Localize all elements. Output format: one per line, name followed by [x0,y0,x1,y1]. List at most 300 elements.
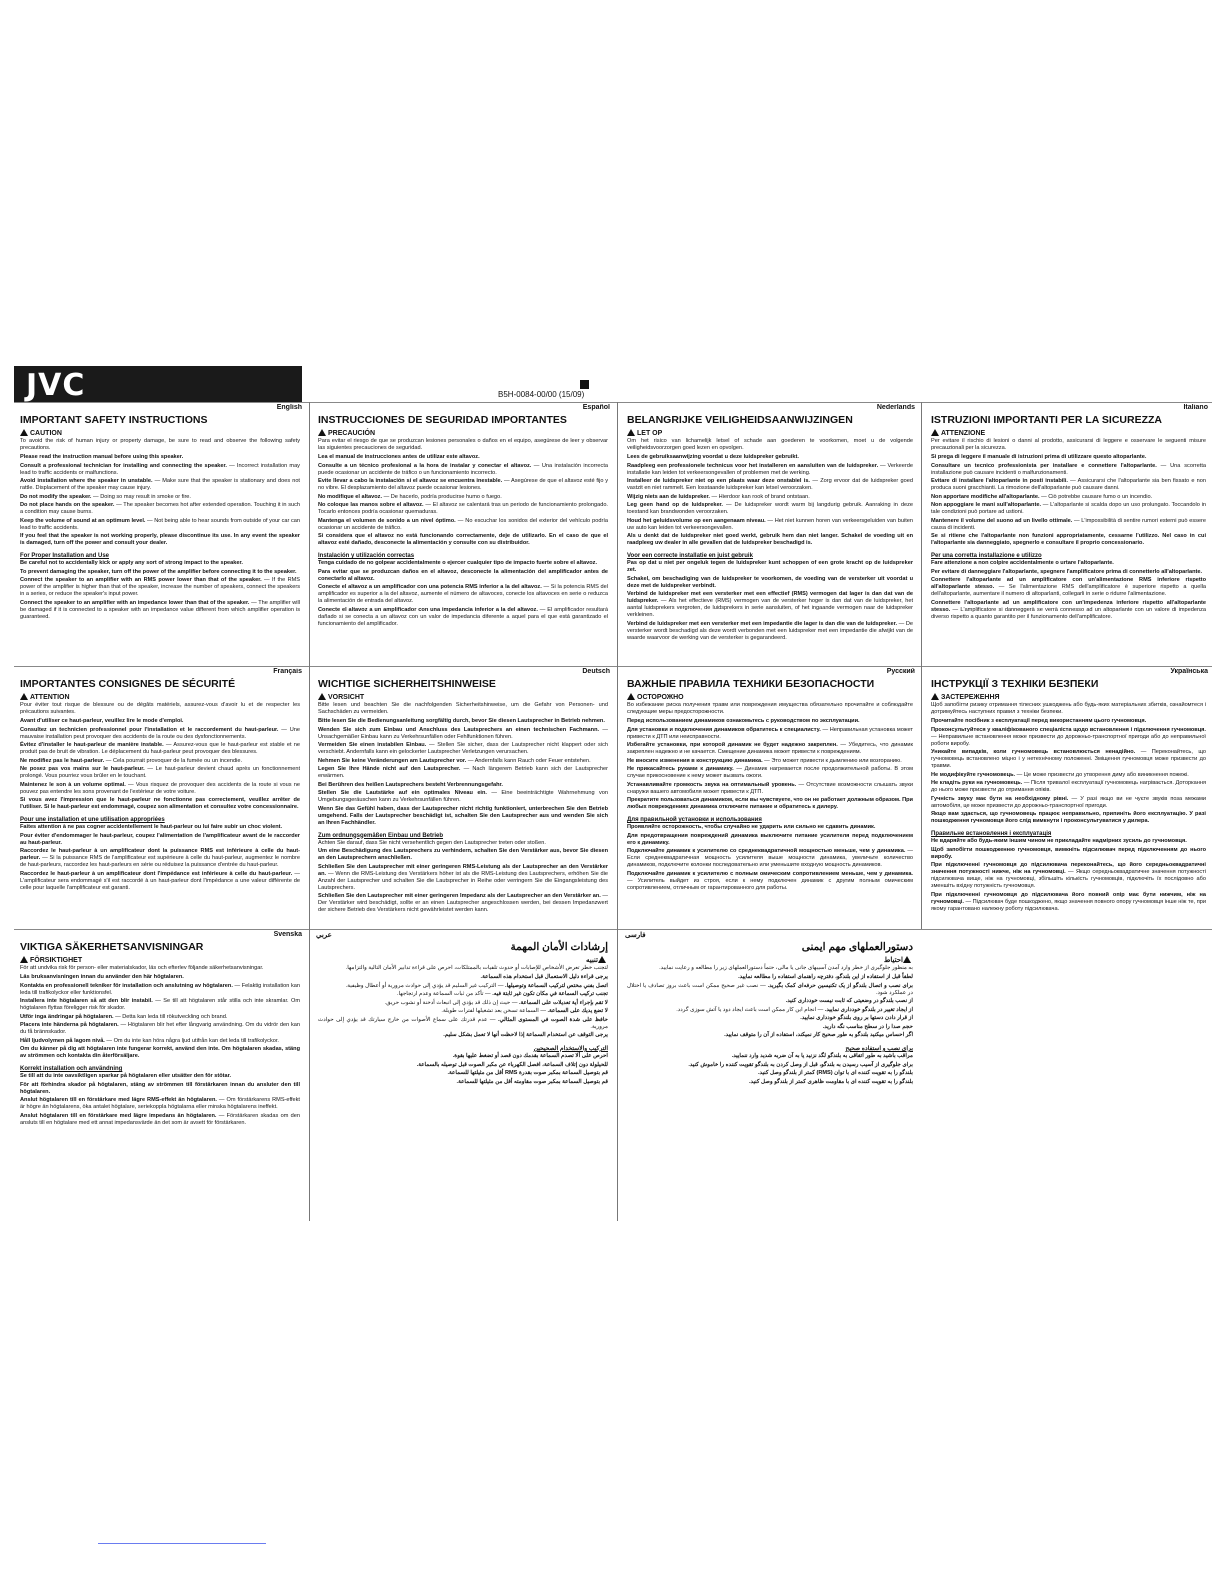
instruction-item [627,1079,913,1086]
instruction-detail: — Nach längerem Betrieb kann sich der Lautsprecher erwärmen. [318,766,608,779]
instruction-detail: — L'altoparlante si scalda dopo un uso prolungato. Toccandolo in tale condizioni può portare ad ustioni. [931,502,1207,515]
section-title: ISTRUZIONI IMPORTANTI PER LA SICUREZZA [931,414,1162,426]
instruction-bold: للحيلولة دون إتلاف السماعة، افصل الكهرباء عن مكبر الصوت قبل توصيله بالسماعة. [416,1061,608,1068]
warning-triangle-icon [903,956,911,963]
instruction-bold: Connect the speaker to an amplifier with an RMS power lower than that of the speaker. [20,577,262,583]
language-label: Français [273,668,302,675]
subsection-heading: Instalación y utilización correctas [318,553,415,559]
instruction-item [20,766,300,780]
section-title: ІНСТРУКЦІЇ З ТЕХНІКИ БЕЗПЕКИ [931,678,1099,690]
instruction-bold: قم بتوصيل السماعة بمكبر صوت مقاومته أقل من مثيلتها للسماعة. [456,1078,608,1085]
instruction-bold: Avant d'utiliser ce haut-parleur, veuillez lire le mode d'emploi. [20,718,184,724]
instruction-item [20,600,300,621]
instruction-item [931,463,1206,477]
instruction-bold: Pour éviter d'endommager le haut-parleur, coupez l'alimentation de l'amplificateur avant de le raccorder au haut-parleur. [20,832,300,846]
instruction-bold: Pas op dat u niet per ongeluk tegen de luidspreker kunt schoppen of een grote kracht op de luidspreker zet. [627,560,913,573]
instruction-bold: Raccordez le haut-parleur à un amplificateur dont la puissance RMS est inférieure à celle du haut-parleur. [20,848,300,861]
instruction-detail: — Assicurarsi che l'altoparlante sia ben fissato e non produca suoni gracchianti. La rimozione dell'altoparlante può causare danni. [931,478,1206,491]
caution-heading [627,956,913,964]
instruction-item [931,727,1206,748]
instruction-item [627,848,913,869]
intro-text: Para evitar el riesgo de que se produzcan lesiones personales o daños en el equipo, asegúrese de leer y observar las siguientes precauciones de seguridad. [318,438,608,451]
instruction-bold: Прочитайте посібник з експлуатації перед використанням цього гучномовця. [931,718,1147,724]
manual-sheet [14,366,1212,1221]
instruction-bold: Consulte a un técnico profesional a la hora de instalar y conectar el altavoz. [318,462,532,469]
instruction-detail: — The amplifier will be damaged if it is connected to a speaker with an impedance value different from which amplifier operation is guaranteed. [20,599,300,620]
instruction-detail: — L'impossibilità di sentire rumori esterni può essere causa di incidenti. [931,517,1207,531]
instruction-item [20,782,300,796]
panel-5 [312,668,614,929]
divider-row1 [14,666,1212,667]
instruction-detail: — Make sure that the speaker is stationary and does not rattle. Displacement of the speaker may cause injury. [20,478,300,491]
instruction-bold: Be careful not to accidentally kick or apply any sort of strong impact to the speaker. [20,560,243,566]
instruction-item [318,454,608,461]
instruction-bold: قم بتوصيل السماعة بمكبر صوت بقدرة RMS أقل من مثيلتها للسماعة. [447,1070,608,1076]
instruction-bold: Не кладіть руки на гучномовець. [931,780,1023,786]
instruction-item [627,1053,913,1060]
instruction-detail: — Если среднеквадратичная мощность усилителя выше мощности динамика, увеличьте количество динамиков, подключите колонки последовательно или уменьшите входную мощность динамиков. [627,848,913,868]
caution-label: ЗАСТЕРЕЖЕННЯ [941,694,1000,701]
instruction-bold: Гучність звуку має бути на необхідному рівні. [931,795,1069,802]
instruction-bold: Schließen Sie den Lautsprecher mit einer geringeren Impedanz als der Lautsprecher an den Verstärker an. [318,893,601,899]
caution-heading [20,693,300,701]
instruction-bold: Leg geen hand op de luidspreker. [627,502,723,508]
instruction-item [318,607,608,628]
instruction-detail: — تأكد من ثبات السماعة وعدم ارتجاجها. [397,991,493,997]
subsection-heading: For Proper Installation and Use [20,553,110,559]
intro-text: Bitte lesen und beachten Sie die nachfolgenden Sicherheitshinweise, um die Gefahr von Personen- und Sachschäden zu vermeiden. [318,702,608,715]
language-label: Español [582,404,610,411]
instruction-bold: Lees de gebruiksaanwijzing voordat u deze luidspreker gebruikt. [627,454,799,460]
instruction-bold: Håll ljudvolymen på lagom nivå. [20,1037,105,1044]
instruction-bold: No modifique el altavoz. [318,493,383,500]
instruction-detail: — Se till att högtalaren står stilla och inte skramlar. Om högtalaren flyttas föreligger risk för skador. [20,998,300,1011]
instruction-bold: Anslut högtalaren till en förstärkare med lägre impedans än högtalaren. [20,1112,217,1119]
instruction-bold: No coloque las manos sobre el altavoz. [318,502,424,508]
instruction-item [20,1038,300,1045]
intro-text: Per evitare il rischio di lesioni o danni al prodotto, assicurarsi di leggere e osservare le seguenti misure precauzionali per la sicurezza. [931,438,1206,451]
intro-text: Pour éviter tout risque de blessure ou de dégâts matériels, assurez-vous d'avoir lu et de respecter les précautions suivantes. [20,702,300,715]
instruction-item [318,1000,608,1007]
intro-text: Щоб запобігти ризику отримання тілесних ушкоджень або будь-яких матеріальних збитків, ознайомтеся і дотримуйтесь наступних правил з техніки безпеки. [931,702,1206,715]
instruction-detail: — Asegúrese de que el altavoz esté fijo y no vibre. El desplazamiento del altavoz puede ocasionar lesiones. [318,478,609,491]
caution-heading [931,693,1206,701]
warning-triangle-icon [318,429,326,436]
subsection-heading: Для правильной установки и использования [627,817,762,823]
instruction-item [931,502,1206,516]
instruction-bold: Устанавливайте громкость звука на оптимальный уровень. [627,781,797,788]
instruction-bold: Lea el manual de instrucciones antes de utilizar este altavoz. [318,454,480,460]
subsection-heading: Per una corretta installazione e utilizzo [931,553,1042,559]
instruction-bold: Maintenez le son à un volume optimal. [20,781,126,788]
instruction-bold: Wijzig niets aan de luidspreker. [627,493,710,500]
instruction-item [318,560,608,567]
instruction-item [318,463,608,477]
instruction-detail: — Incorrect installation may lead to traffic accidents or malfunctions. [20,462,300,476]
instruction-item [931,560,1206,567]
instruction-item [20,533,300,547]
instruction-detail: — Динамик нагревается после продолжительной работы. В этом случае прикосновение к нему может вызвать ожоги. [627,766,913,779]
caution-heading [318,693,608,701]
caution-heading [318,956,608,964]
instruction-item [318,864,608,892]
section-title: IMPORTANTES CONSIGNES DE SÉCURITÉ [20,678,236,690]
instruction-item [20,1082,300,1096]
logo-bar [14,366,302,402]
instruction-item [627,478,913,492]
instruction-bold: Проявляйте осторожность, чтобы случайно не ударить или сильно не сдавить динамик. [627,824,876,830]
instruction-item [20,833,300,847]
warning-triangle-icon [931,693,939,700]
instruction-item [20,1046,300,1060]
instruction-item [627,1070,913,1077]
jvc-logo: JVC [26,368,86,403]
caution-label: احتیاط [883,957,903,964]
instruction-detail: — Detta kan leda till rökutveckling och brand. [113,1013,228,1020]
instruction-bold: از نصب بلندگو در وضعیتی که ثابت نیست خودداری کنید. [785,998,913,1004]
instruction-item [931,494,1206,501]
instruction-bold: Se si ritiene che l'altoparlante non funzioni appropriatamente, cessarne l'utilizzo. Nel caso in cui l'altoparlante sia danneggiato, spegnerlo e consultare il proprio concessionario. [931,533,1206,546]
instruction-item [20,758,300,765]
instruction-bold: Schließen Sie den Lautsprecher mit einer geringeren RMS-Leistung als der Lautsprecher an den Verstärker an. [318,863,608,877]
instruction-detail: — De luidspreker wordt warm bij langdurig gebruik. Aanraking in deze toestand kan brandwonden veroorzaken. [627,502,913,515]
intro-text: Во избежание риска получения травм или повреждения имущества обязательно прочитайте и соблюдайте следующие меры предосторожности. [627,702,913,715]
instruction-bold: مراقب باشید به طور اتفاقی به بلندگو لگد نزنید یا به آن ضربه شدید وارد ننمایید. [731,1053,913,1059]
divider-row2 [14,929,1212,930]
instruction-bold: Als u denkt dat de luidspreker niet goed werkt, gebruik hem dan niet langer. Schakel de voeding uit en raadpleeg uw dealer in alle gevallen dat de luidspreker beschadigd is. [627,533,913,546]
language-label: فارسی [625,932,646,939]
section-title: ВАЖНЫЕ ПРАВИЛА ТЕХНИКИ БЕЗОПАСНОСТИ [627,678,875,690]
caution-heading [20,956,300,964]
instruction-detail: — نصب غیر صحیح ممکن است باعث بروز تصادف یا اختلال در عملکرد شود. [627,982,913,996]
instruction-bold: Wenn Sie das Gefühl haben, dass der Lautsprecher nicht richtig funktioniert, unterbrechen Sie den Betrieb umgehend. Falls der Lautsprecher beschädigt ist, schalten Sie den Lautsprecher aus und wenden Sie sich an Ihren Fachhändler. [318,805,608,826]
instruction-item [318,1053,608,1060]
warning-triangle-icon [20,956,28,963]
instruction-bold: Consult a professional technician for installing and connecting the speaker. [20,462,227,469]
instruction-detail: — Zorg ervoor dat de luidspreker goed vastzit en niet rammelt. Een losstaande luidspreker kan letsel veroorzaken. [627,478,913,491]
instruction-bold: Om du känner på dig att högtalaren inte fungerar korrekt, använd den inte. Om högtalaren skadas, stäng av strömmen och kontakta din återförsäljare. [20,1046,300,1059]
instruction-item [318,478,608,492]
warning-triangle-icon [627,429,635,436]
instruction-item [318,983,608,990]
instruction-bold: Проконсультуйтеся у кваліфікованого спеціаліста щодо встановлення і підключення гучномовця. [931,726,1206,733]
instruction-bold: Bitte lesen Sie die Bedienungsanleitung sorgfältig durch, bevor Sie diesen Lautsprecher in Betrieb nehmen. [318,718,605,724]
instruction-item [931,533,1206,547]
instruction-bold: Якщо вам здається, що гучномовець працює неправильно, припиніть його експлуатацію. У разі пошкодження гучномовця його слід вимкнути і проконсультуватися у дилера. [931,811,1206,824]
instruction-bold: اگر احساس میکنید بلندگو به طور صحیح کار نمیکند، استفاده از آن را متوقف نمایید. [724,1032,913,1038]
instruction-detail: — Förstärkaren skadas om den ansluts till en högtalare med ett annat impedansvärde än det som är avsett för förstärkaren. [20,1112,300,1126]
instruction-detail: — Doing so may result in smoke or fire. [91,493,191,500]
instruction-item [627,591,913,619]
instruction-bold: Si prega di leggere il manuale di istruzioni prima di utilizzare questo altoparlante. [931,454,1147,460]
section-title: IMPORTANT SAFETY INSTRUCTIONS [20,414,208,426]
warning-triangle-icon [931,429,939,436]
warning-triangle-icon [627,693,635,700]
instruction-item [627,1007,913,1014]
instruction-item [318,991,608,998]
instruction-detail: — No escuchar los sonidos del exterior del vehículo podría ocasionar un accidente de tráfico. [318,517,608,531]
instruction-detail: — Неправильне встановлення може призвести до дорожньо-транспортної пригоди або до неправильної роботи виробу. [931,733,1206,747]
instruction-item [931,847,1206,861]
instruction-detail: — Una instalación incorrecta puede ocasionar un accidente de tráfico o un funcionamiento incorrecto. [318,462,608,476]
instruction-detail: — If the RMS power of the amplifier is higher than that of the speaker, increase the number of speakers, connect the speakers in a series, or reduce the speaker's input power. [20,577,301,597]
instruction-bold: بلندگو را به تقویت کننده ای با توان (RMS) کمتر از بلندگو وصل کنید. [757,1070,913,1076]
instruction-bold: برای جلوگیری از آسیب رسیدن به بلندگو، قبل از وصل کردن به بلندگو تقویت کننده را خاموش کنید. [688,1061,913,1068]
instruction-item [931,577,1206,598]
instruction-detail: — Der Verstärker wird beschädigt, sollte er an einen Lautsprecher angeschlossen werden, bei dessen Impedanzwert der sichere Betrieb des Verstärkers nicht gewährleistet werden kann. [318,893,608,913]
instruction-bold: To prevent damaging the speaker, turn off the power of the amplifier before connecting it to the speaker. [20,568,297,575]
instruction-bold: تجنب تركيب السماعة في مكان تكون غير ثابتة فيه. [492,991,608,997]
instruction-bold: Verbind de luidspreker met een versterker met een impedantie die lager is dan die van de luidspreker. [627,620,898,627]
instruction-bold: Avoid installation where the speaker in unstable. [20,478,153,484]
page-footer-line [98,1543,266,1544]
instruction-item [318,1032,608,1039]
instruction-item [627,1024,913,1031]
section-title: دستورالعملهای مهم ایمنی [801,941,913,953]
section-title: BELANGRIJKE VEILIGHEIDSAANWIJZINGEN [627,414,853,426]
instruction-item [318,806,608,827]
instruction-detail: — Якщо середньоквадратичне значення потужності підсилювача вище, ніж на гучномовці, збільшіть кількість гучномовців, підключіть їх послідовно або зменшіть вхідну потужність гучномовця. [931,869,1206,889]
instruction-bold: از ایجاد تغییر در بلندگو خودداری نمایید. [824,1006,913,1013]
panel-6 [621,668,919,929]
instruction-item [20,518,300,532]
warning-triangle-icon [318,693,326,700]
instruction-item [318,518,608,532]
instruction-bold: Do not modify the speaker. [20,493,92,500]
registration-mark [580,380,589,389]
instruction-item [20,463,300,477]
caution-heading [627,429,913,437]
instruction-item [318,893,608,914]
instruction-detail: — Отсутствие возможности слышать звуки снаружи вашего автомобиля может привести к ДТП. [627,781,913,795]
instruction-item [627,621,913,642]
instruction-item [627,718,913,725]
instruction-bold: Подключайте динамик к усилителю со среднеквадратичной мощностью меньше, чем у динамика. [627,848,906,854]
instruction-bold: Raadpleeg een professionele technicus voor het installeren en aansluiten van de luidspreker. [627,462,879,469]
instruction-item [20,494,300,501]
instruction-item [627,576,913,590]
instruction-bold: Um eine Beschädigung des Lautsprechers zu verhindern, schalten Sie den Verstärker aus, bevor Sie diesen an den Lautsprechern anschließen. [318,848,608,861]
divider-col3 [921,402,922,929]
divider-col2 [617,402,618,1221]
instruction-bold: Не прикасайтесь руками к динамику. [627,766,734,772]
instruction-item [627,494,913,501]
instruction-detail: — Hierdoor kan rook of brand ontstaan. [709,493,810,500]
instruction-detail: — The speaker becomes hot after extended operation. Touching it in such a condition may cause burns. [20,502,301,515]
instruction-bold: Consultare un tecnico professionista per installare e connettere l'altoparlante. [931,462,1157,469]
instruction-item [931,478,1206,492]
instruction-detail: — Als het effectieve (RMS) vermogen van de versterker hoger is dan dat van de luidspreker, het aantal luidsprekers vergroten, de luidsprekers in serie aansluiten, of het ingaande vermogen naar de luidspreker verkleinen. [627,598,913,618]
instruction-bold: Перед использованием динамиков ознакомьтесь с руководством по эксплуатации. [627,718,860,724]
instruction-bold: Do not place hands on the speaker. [20,502,115,508]
intro-text: För att undvika risk för person- eller materialskador, läs och efterlev följande säkerhetsanvisningar. [20,965,264,971]
instruction-bold: لا تضع يديك على السماعة. [547,1008,608,1014]
instruction-bold: Fare attenzione a non colpire accidentalmente o urtare l'altoparlante. [931,560,1114,566]
instruction-detail: — L'amplificatore si danneggerà se verrà connesso ad un altoparlante con un valore di impedenza diverso rispetto a quanto garantito per il funzionamento dell'amplificatore. [931,606,1206,620]
subsection-heading: Voor een correcte installatie en juist gebruik [627,553,753,559]
instruction-item [931,749,1206,770]
instruction-detail: — Це може призвести до утворення диму або виникнення пожежі. [1015,771,1189,778]
instruction-detail: Achten Sie darauf, dass Sie nicht versehentlich gegen den Lautsprecher treten oder stoßen. [318,839,546,846]
instruction-detail: — Une mauvaise installation peut provoquer des accidents de la route ou des dysfonctionnements. [20,726,300,740]
instruction-detail: — Ciò potrebbe causare fumo o un incendio. [1039,493,1153,500]
instruction-item [931,892,1206,913]
instruction-bold: لطفاً قبل از استفاده از این بلندگو، دفترچه راهنمای استفاده را مطالعه نمایید. [738,974,913,980]
instruction-bold: Evitare di installare l'altoparlante in posti instabili. [931,478,1068,484]
instruction-bold: Utför inga ändringar på högtalaren. [20,1013,114,1020]
instruction-detail: — Andernfalls kann Rauch oder Feuer entstehen. [466,757,591,764]
instruction-bold: Non apportare modifiche all'altoparlante. [931,493,1040,500]
instruction-bold: Connettere l'altoparlante ad un amplificatore con un'impedenza inferiore rispetto all'altoparlante stesso. [931,599,1206,613]
instruction-bold: Installera inte högtalaren så att den blir instabil. [20,998,153,1004]
instruction-item [20,824,300,831]
caution-label: ОСТОРОЖНО [637,694,684,701]
instruction-detail: — Not being able to hear sounds from outside of your car can lead to traffic accidents. [20,517,300,531]
instruction-bold: Verbind de luidspreker met een versterker met een effectief (RMS) vermogen dat lager is dan dat van de luidspreker. [627,591,913,604]
instruction-bold: If you feel that the speaker is not working properly, please discontinue its use. In any event the speaker is damaged, turn off the power and consult your dealer. [20,533,300,546]
instruction-item [627,502,913,516]
instruction-bold: Se till att du inte oavsiktligen sparkar på högtalaren eller utsätter den för stötar. [20,1073,232,1079]
instruction-item [318,502,608,516]
subsection-heading: Правильне встановлення і експлуатація [931,831,1052,837]
instruction-item [318,848,608,862]
instruction-detail: — Si la puissance RMS de l'amplificateur est supérieure à celle du haut-parleur, augmentez le nombre de haut-parleurs, raccordez les haut-parleurs en série ou réduisez la puissance d'entrée du haut-parleur. [20,855,300,868]
caution-label: FÖRSIKTIGHET [30,957,83,964]
instruction-item [318,758,608,765]
instruction-bold: Wenden Sie sich zum Einbau und Anschluss des Lautsprechers an einen technischen Fachmann. [318,726,600,733]
caution-heading [318,429,608,437]
instruction-item [20,974,300,981]
subsection-heading: Pour une installation et une utilisation appropriées [20,817,165,823]
instruction-bold: Для установки и подключения динамиков обратитесь к специалисту. [627,726,821,733]
instruction-item [318,782,608,789]
instruction-detail: — Wenn die RMS-Leistung des Verstärkers höher ist als die RMS-Leistung des Lautsprechers, erhöhen Sie die Anzahl der Lautsprecher und schalten Sie die Lautsprecher in Reihe oder verringern Sie die Eingangsleistung des Lautsprechers. [318,870,608,891]
instruction-detail: — Неправильная установка может привести к ДТП или неисправности. [627,726,913,740]
language-label: Українська [1170,668,1208,675]
instruction-detail: — Cela pourrait provoquer de la fumée ou un incendie. [104,757,243,764]
instruction-bold: Please read the instruction manual before using this speaker. [20,454,184,460]
caution-label: CAUTION [30,430,62,437]
instruction-detail: — Unsachgemäßer Einbau kann zu Verkehrsunfällen oder Fehlfunktionen führen. [318,726,608,740]
instruction-item [20,577,300,598]
instruction-item [931,796,1206,810]
instruction-bold: Vermeiden Sie einen instabilen Einbau. [318,742,427,748]
instruction-bold: Избегайте установки, при которой динамик не будет надежно закреплен. [627,742,838,748]
instruction-bold: برای نصب و اتصال بلندگو از یک تکنیسین حرفه‌ای کمک بگیرید. [767,982,913,989]
instruction-item [318,1062,608,1069]
instruction-bold: Evite llevar a cabo la instalación si el altavoz se encuentra inestable. [318,478,503,484]
instruction-bold: Не вдаряйте або будь-яким іншим чином не прикладайте надмірних зусиль до гучномовця. [931,838,1187,844]
instruction-item [627,533,913,547]
panel-10 [621,931,919,1221]
instruction-bold: Щоб запобігти пошкодженню гучномовця, вимкніть підсилювач перед підключенням до нього виробу. [931,846,1206,860]
instruction-bold: حافظ على شدة الصوت في المستوى المثالي. [497,1016,608,1023]
divider-top [14,402,1212,403]
instruction-bold: Прекратите пользоваться динамиком, если вы чувствуете, что он не работает должным образом. При любых повреждениях динамика отключите питание и обратитесь к дилеру. [627,797,913,810]
instruction-item [20,742,300,756]
instruction-detail: — Убедитесь, что динамик закреплен надежно и не качается. Смещение динамика может привести к повреждениям. [627,742,913,755]
intro-text: To avoid the risk of human injury or property damage, be sure to read and observe the following safety precautions. [20,438,300,451]
instruction-item [318,1017,608,1031]
caution-label: ATTENTION [30,694,70,701]
language-label: Italiano [1183,404,1208,411]
instruction-bold: При підключенні гучномовця до підсилювача його повний опір має бути нижчим, ніж на гучномовці. [931,891,1206,905]
section-title: VIKTIGA SÄKERHETSANVISNINGAR [20,941,204,953]
instruction-item [627,1015,913,1022]
instruction-detail: — Om förstärkarens RMS-effekt är högre än högtalarens, öka antalet högtalare, seriekoppla högtalarna eller minska högtalarens ineffekt. [20,1097,300,1110]
instruction-bold: Stellen Sie die Lautstärke auf ein optimales Niveau ein. [318,790,487,796]
intro-text: Om het risico van lichamelijk letsel of schade aan goederen te voorkomen, moet u de volgende veiligheidsvoorzorgen goed lezen en opvolgen. [627,438,913,451]
instruction-bold: Non appoggiare le mani sull'altoparlante. [931,502,1041,508]
instruction-item [318,584,608,605]
instruction-bold: Kontakta en professionell tekniker för installation och anslutning av högtalaren. [20,982,233,989]
instruction-item [20,560,300,567]
instruction-item [627,824,913,831]
instruction-item [627,463,913,477]
instruction-bold: Bei Berühren des heißen Lautsprechers besteht Verbrennungsgefahr. [318,781,503,788]
instruction-bold: Si considera que el altavoz no está funcionando correctamente, deje de utilizarlo. En el caso de que el altavoz esté dañado, desconecte la alimentación y consulte con su distribuidor. [318,533,608,546]
instruction-bold: Keep the volume of sound at an optimum level. [20,517,146,524]
caution-label: تنبيه [585,957,598,964]
instruction-item [931,569,1206,576]
instruction-item [627,974,913,981]
instruction-item [931,838,1206,845]
instruction-item [20,1073,300,1080]
language-label: عربي [316,932,332,939]
instruction-item [20,502,300,516]
instruction-bold: لا تقم بإجراء أية تعديلات على السماعة. [518,999,608,1006]
instruction-item [627,742,913,756]
instruction-item [20,478,300,492]
instruction-item [20,998,300,1012]
panel-1 [312,404,614,666]
caution-heading [931,429,1206,437]
instruction-item [931,518,1206,532]
instruction-bold: Tenga cuidado de no golpear accidentalmente o ejercer cualquier tipo de impacto fuerte sobre el altavoz. [318,560,598,566]
instruction-item [318,840,608,847]
caution-label: LET OP [637,430,663,437]
panel-2 [621,404,919,666]
instruction-item [20,727,300,741]
instruction-bold: Para evitar que se produzcan daños en el altavoz, desconecte la alimentación del amplificador antes de conectarlo al altavoz. [318,568,608,582]
instruction-item [318,569,608,583]
instruction-item [931,600,1206,621]
instruction-item [627,1062,913,1069]
instruction-detail: — Vous risquez de provoquer des accidents de la route si vous ne pouvez pas entendre les sons provenant de l'extérieur de votre voiture. [20,781,301,795]
instruction-item [20,718,300,725]
instruction-detail: — Si la potencia RMS del amplificador es superior a la del altavoz, aumente el número de altavoces, conecte los altavoces en serie o reduzca la alimentación de entrada del altavoz. [318,584,608,604]
instruction-detail: — Una scorretta installazione può causare incidenti o malfunzionamenti. [931,462,1207,476]
caution-heading [20,429,300,437]
instruction-detail: — Stellen Sie sicher, dass der Lautsprecher nicht klappert oder sich verschiebt. Andernfalls kann ein gelockerter Lautsprecher Verletzungen verursachen. [318,742,608,755]
language-label: English [276,404,302,411]
instruction-bold: Не модифікуйте гучномовець. [931,771,1016,778]
instruction-item [627,998,913,1005]
instruction-detail: — Assurez-vous que le haut-parleur est stable et ne produit pas de bruit de vibration. Le déplacement du haut-parleur peut provoquer des blessures. [20,742,300,755]
divider-col1 [309,402,310,1221]
instruction-item [318,1008,608,1015]
warning-triangle-icon [20,429,28,436]
instruction-item [931,772,1206,779]
warning-triangle-icon [20,693,28,700]
instruction-detail: — Om du inte kan höra några ljud utifrån kan det leda till trafikolyckor. [104,1037,279,1044]
instruction-detail: — De versterker wordt beschadigd als deze wordt verbonden met een luidspreker met een impedantie die afwijkt van de waarde waarvoor de werking van de versterker is gegarandeerd. [627,620,913,641]
instruction-item [627,727,913,741]
language-label: Nederlands [876,404,915,411]
instruction-detail: — Felaktig installation kan leda till trafikolyckor eller funktionsfel. [20,982,300,996]
section-title: إرشادات الأمان المهمة [510,941,608,953]
instruction-bold: Houd het geluidsvolume op een aangenaam niveau. [627,517,766,524]
